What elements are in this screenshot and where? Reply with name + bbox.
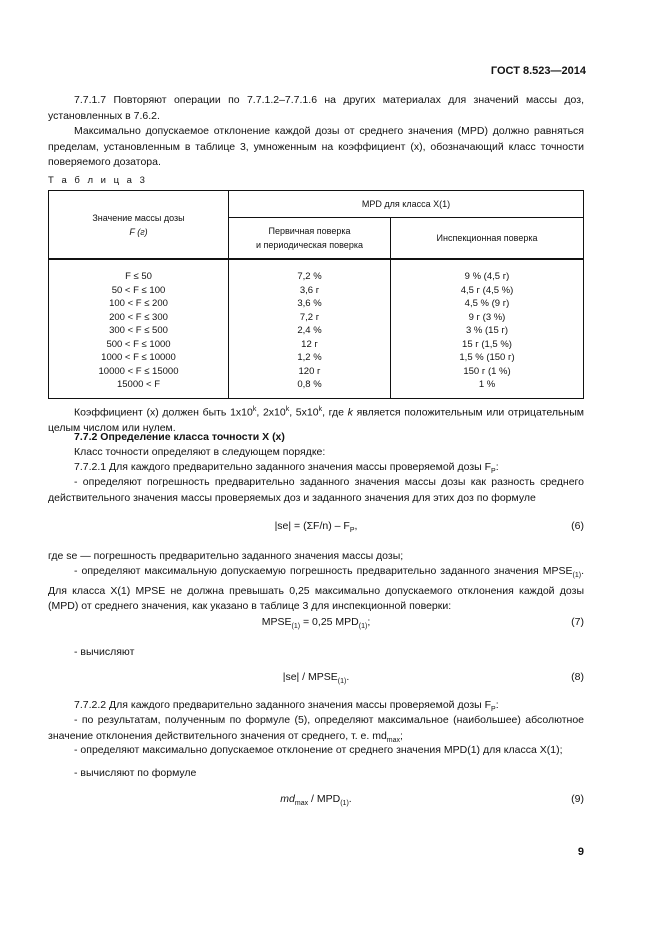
table-cell: 1000 < F ≤ 10000 [101, 352, 176, 363]
mass-column [49, 259, 229, 398]
formula-9-number: (9) [571, 793, 584, 805]
table-cell: 3,6 г [299, 284, 320, 296]
bullet-mpd1: - определяют максимально допускаемое отклонение от среднего значения MPD(1) для класса X(1); [74, 744, 563, 756]
inspection-verification-header: Инспекционная поверка [391, 218, 584, 260]
table-caption: Т а б л и ц а 3 [48, 175, 148, 186]
formula-6-number: (6) [571, 520, 584, 532]
table-cell: 50 < F ≤ 100 [111, 284, 166, 296]
table-cell: 15 г (1,5 %) [462, 338, 512, 350]
table-cell: 3,6 % [297, 298, 322, 309]
table-cell: 7,2 г [299, 311, 320, 323]
table-cell: 500 < F ≤ 1000 [106, 338, 171, 350]
table-cell: 10000 < F ≤ 15000 [98, 365, 179, 377]
formula-6: $|se| = (\Sigma F/n) - F_P$, [274, 520, 358, 535]
formula-9: $md_{max} / MPD_{(1)}$. [280, 793, 352, 808]
table-cell: 1 % [478, 379, 496, 390]
table-cell: F ≤ 50 [125, 271, 152, 282]
bullet-error-definition: - определяют погрешность предварительно заданного значения массы дозы как разность среднего действительного значения массы проверяемых доз и заданного значения для этих доз по формуле [48, 476, 584, 504]
table-cell: 1,2 % [297, 352, 322, 363]
table-cell: 0,8 % [297, 379, 322, 390]
bullet-mpse: - определяют максимальную допускаемую погрешность предварительно заданного значения $MPSE_{(1)}$. Для класса X(1) MPSE не должна превышать 0,25 максимально допускаемого отклонения каждой дозы (MPD) от среднего значения, как указано в таблице 3 для инспекционной поверки: [48, 565, 584, 613]
table-cell: 3 % (15 г) [465, 325, 508, 336]
mpd-group-header: MPD для класса X(1) [229, 191, 584, 218]
bullet-calculate-formula: - вычисляют по формуле [74, 767, 197, 779]
formula-8: $|se| / MPSE_{(1)}$. [282, 671, 350, 686]
table-cell: 150 г (1 %) [463, 365, 511, 377]
where-clause: где se — погрешность предварительно заданного значения массы дозы; [48, 550, 404, 562]
table-cell: 4,5 % (9 г) [464, 298, 510, 309]
formula-7: $MPSE_{(1)} = 0,25$ $MPD_{(1)}$; [261, 616, 371, 631]
table-3 [48, 190, 584, 399]
table-cell: 120 г [298, 365, 321, 377]
table-cell: 300 < F ≤ 500 [109, 325, 168, 336]
section-7721: 7.7.2.1 Для каждого предварительно заданного значения массы проверяемой дозы $F_P$: [74, 461, 499, 476]
paragraph-coefficient: Коэффициент (x) должен быть 1x10$^k$, 2x10$^k$, 5x10$^k$, где k является положительным или отрицательным целым числом или нулем. [48, 406, 584, 434]
section-772-intro: Класс точности определяют в следующем порядке: [74, 446, 326, 458]
paragraph-mpd: Максимально допускаемое отклонение каждой дозы от среднего значения (MPD) должно равняться пределам, установленным в таблице 3, умноженным на коэффициент (x), обозначающий класс точности поверяемого дозатора. [48, 125, 584, 168]
table-cell: 15000 < F [116, 379, 161, 390]
table-cell: 12 г [301, 338, 318, 350]
table-cell: 1,5 % (150 г) [459, 352, 515, 363]
primary-column [229, 259, 391, 398]
bullet-calculate: - вычисляют [74, 646, 135, 658]
table-cell: 4,5 г (4,5 %) [460, 284, 514, 296]
table-cell: 9 % (4,5 г) [464, 271, 510, 282]
page-number: 9 [577, 846, 584, 858]
table-cell: 2,4 % [297, 325, 322, 336]
primary-verification-header: Первичная поверка и периодическая поверка [229, 218, 391, 260]
table-cell: 9 г (3 %) [468, 311, 506, 323]
document-id: ГОСТ 8.523—2014 [490, 65, 586, 77]
bullet-max-deviation: - по результатам, полученным по формуле (5), определяют максимальное (наибольшее) абсолютное значение отклонения действительного значения от среднего, т. е. $md_{max}$; [48, 714, 584, 744]
paragraph-7717: 7.7.1.7 Повторяют операции по 7.7.1.2–7.7.1.6 на других материалах для значений массы доз, установленных в 7.6.2. [48, 94, 584, 122]
formula-8-number: (8) [571, 671, 584, 683]
table-cell: 200 < F ≤ 300 [109, 311, 168, 323]
mass-column-header: Значение массы дозы F (г) [49, 191, 229, 260]
section-7722: 7.7.2.2 Для каждого предварительно заданного значения массы проверяемой дозы $F_P$: [74, 699, 499, 714]
table-cell: 7,2 % [297, 271, 322, 282]
formula-7-number: (7) [571, 616, 584, 628]
section-772-title: 7.7.2 Определение класса точности X (x) [74, 431, 285, 443]
table-cell: 100 < F ≤ 200 [109, 298, 168, 309]
inspection-column [391, 259, 584, 398]
